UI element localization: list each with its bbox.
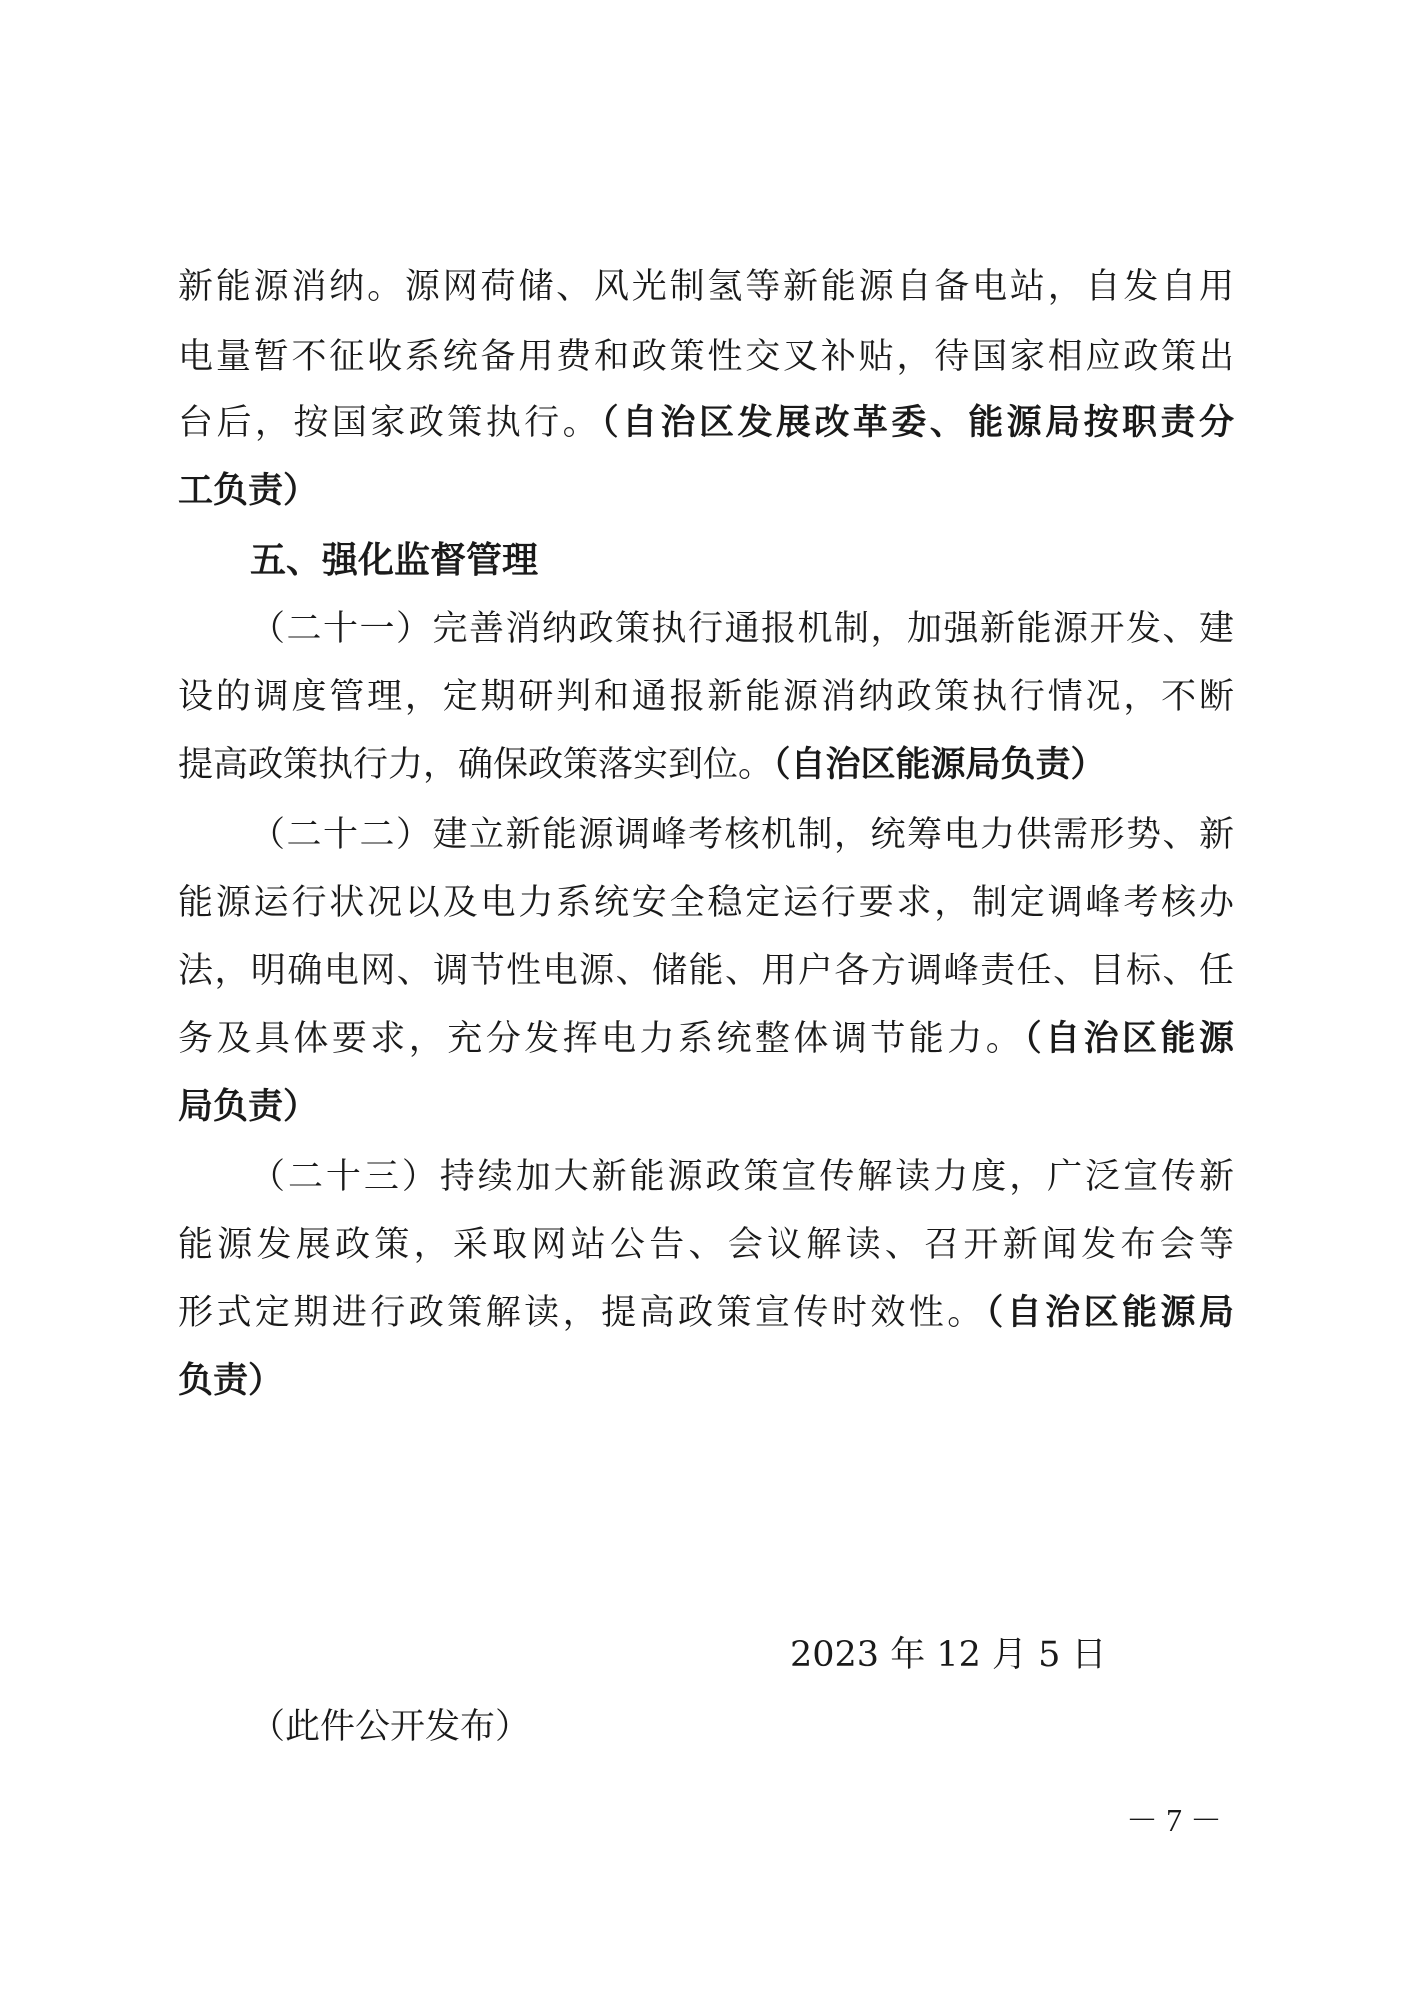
paragraph-text: 形式定期进行政策解读，提高政策宣传时效性。 <box>178 1293 986 1333</box>
responsibility-note: 局负责） <box>178 1087 319 1127</box>
paragraph-line: 设的调度管理，定期研判和通报新能源消纳政策执行情况，不断 <box>178 677 1234 717</box>
paragraph-line <box>178 740 1234 790</box>
responsibility-note: （自治区发展改革委、能源局按职责分 <box>601 403 1234 443</box>
publish-note: （此件公开发布） <box>250 1707 531 1747</box>
paragraph-line: 能源运行状况以及电力系统安全稳定运行要求，制定调峰考核办 <box>178 883 1234 923</box>
paragraph-text: 提高政策执行力，确保政策落实到位。 <box>178 745 774 785</box>
paragraph-line: （二十二）建立新能源调峰考核机制，统筹电力供需形势、新 <box>250 815 1234 855</box>
paragraph-line <box>178 398 1234 448</box>
paragraph-line <box>178 1014 1234 1064</box>
paragraph-line: 能源发展政策，采取网站公告、会议解读、召开新闻发布会等 <box>178 1225 1234 1265</box>
responsibility-note: （自治区能源 <box>1024 1019 1234 1059</box>
paragraph-line: 电量暂不征收系统备用费和政策性交叉补贴，待国家相应政策出 <box>178 337 1234 377</box>
responsibility-note: （自治区能源局负责） <box>773 745 1106 785</box>
responsibility-note: 工负责） <box>178 471 319 511</box>
section-heading: 五、强化监督管理 <box>250 540 539 581</box>
paragraph-line: 法，明确电网、调节性电源、储能、用户各方调峰责任、目标、任 <box>178 951 1234 991</box>
page-number: － 7 － <box>1126 1802 1223 1838</box>
paragraph-text: 务及具体要求，充分发挥电力系统整体调节能力。 <box>178 1019 1025 1059</box>
paragraph-line <box>178 1288 1234 1338</box>
paragraph-line: 新能源消纳。源网荷储、风光制氢等新能源自备电站，自发自用 <box>178 267 1234 307</box>
paragraph-line: （二十三）持续加大新能源政策宣传解读力度，广泛宣传新 <box>250 1157 1234 1197</box>
responsibility-note: （自治区能源局 <box>985 1293 1234 1333</box>
responsibility-note: 负责） <box>178 1361 284 1401</box>
paragraph-text: 台后，按国家政策执行。 <box>178 403 602 443</box>
document-date: 2023 年 12 月 5 日 <box>790 1635 1107 1675</box>
paragraph-line: （二十一）完善消纳政策执行通报机制，加强新能源开发、建 <box>250 609 1234 649</box>
